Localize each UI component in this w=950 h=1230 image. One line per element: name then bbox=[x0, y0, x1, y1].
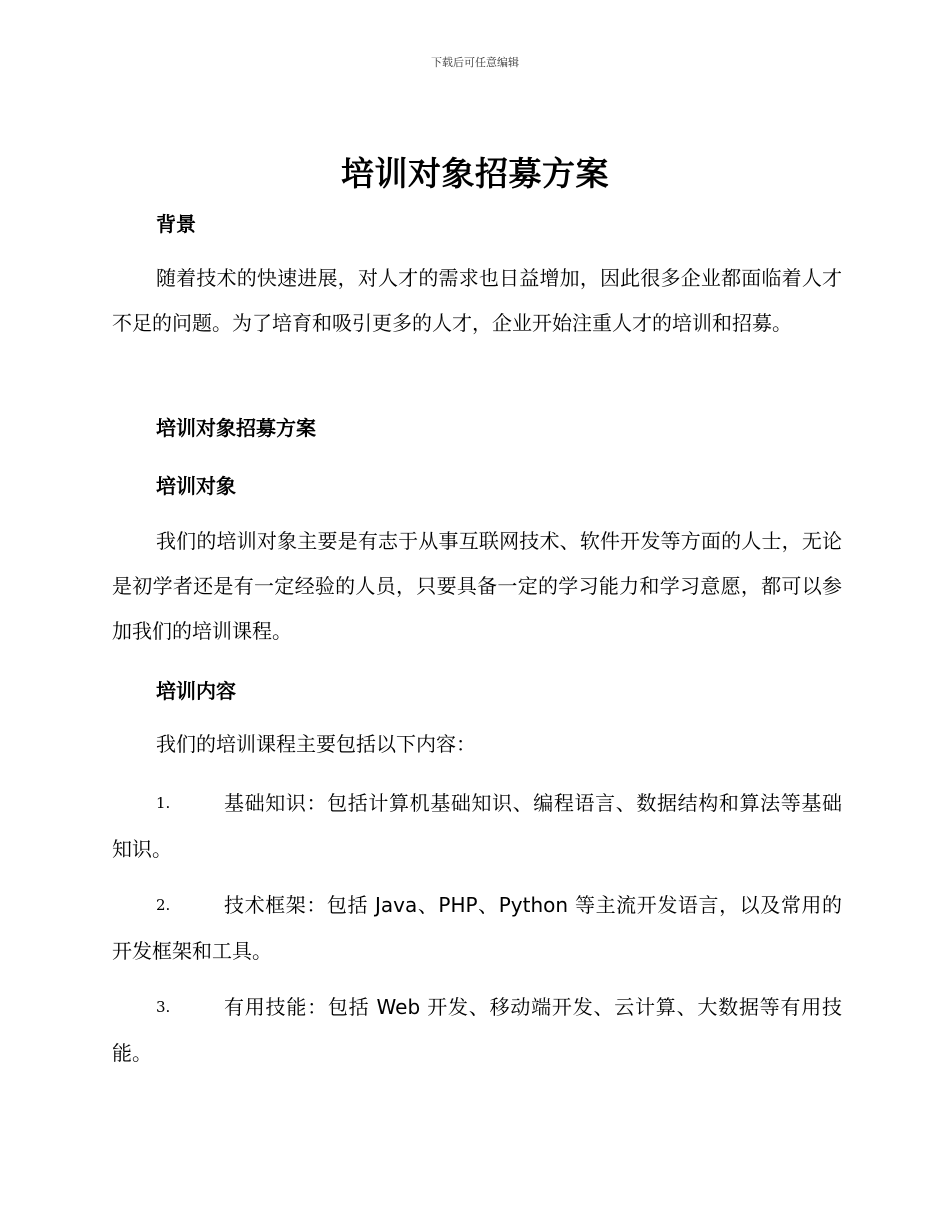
list-item bbox=[112, 882, 842, 974]
list-item-text: 有用技能：包括 Web 开发、移动端开发、云计算、大数据等有用技能。 bbox=[112, 995, 842, 1065]
paragraph-target: 我们的培训对象主要是有志于从事互联网技术、软件开发等方面的人士，无论是初学者还是有一定经验的人员，只要具备一定的学习能力和学习意愿，都可以参加我们的培训课程。 bbox=[112, 529, 842, 643]
paragraph-background: 随着技术的快速进展，对人才的需求也日益增加，因此很多企业都面临着人才不足的问题。为了培育和吸引更多的人才，企业开始注重人才的培训和招募。 bbox=[112, 266, 842, 335]
heading-target: 培训对象 bbox=[156, 474, 236, 498]
list-item-number: 2. bbox=[156, 896, 171, 914]
paragraph-content-intro: 我们的培训课程主要包括以下内容： bbox=[156, 732, 476, 756]
header-note: 下载后可任意编辑 bbox=[431, 56, 519, 69]
list-item bbox=[112, 984, 842, 1076]
list-item-number: 3. bbox=[156, 998, 171, 1016]
list-item-number: 1. bbox=[156, 794, 171, 812]
list-item-text: 技术框架：包括 Java、PHP、Python 等主流开发语言，以及常用的开发框架和工具。 bbox=[112, 893, 842, 963]
heading-plan: 培训对象招募方案 bbox=[156, 416, 316, 440]
list-item bbox=[112, 780, 842, 872]
heading-content: 培训内容 bbox=[156, 679, 236, 703]
document-title: 培训对象招募方案 bbox=[341, 154, 609, 193]
list-item-text: 基础知识：包括计算机基础知识、编程语言、数据结构和算法等基础知识。 bbox=[112, 791, 842, 861]
heading-background: 背景 bbox=[156, 212, 196, 236]
